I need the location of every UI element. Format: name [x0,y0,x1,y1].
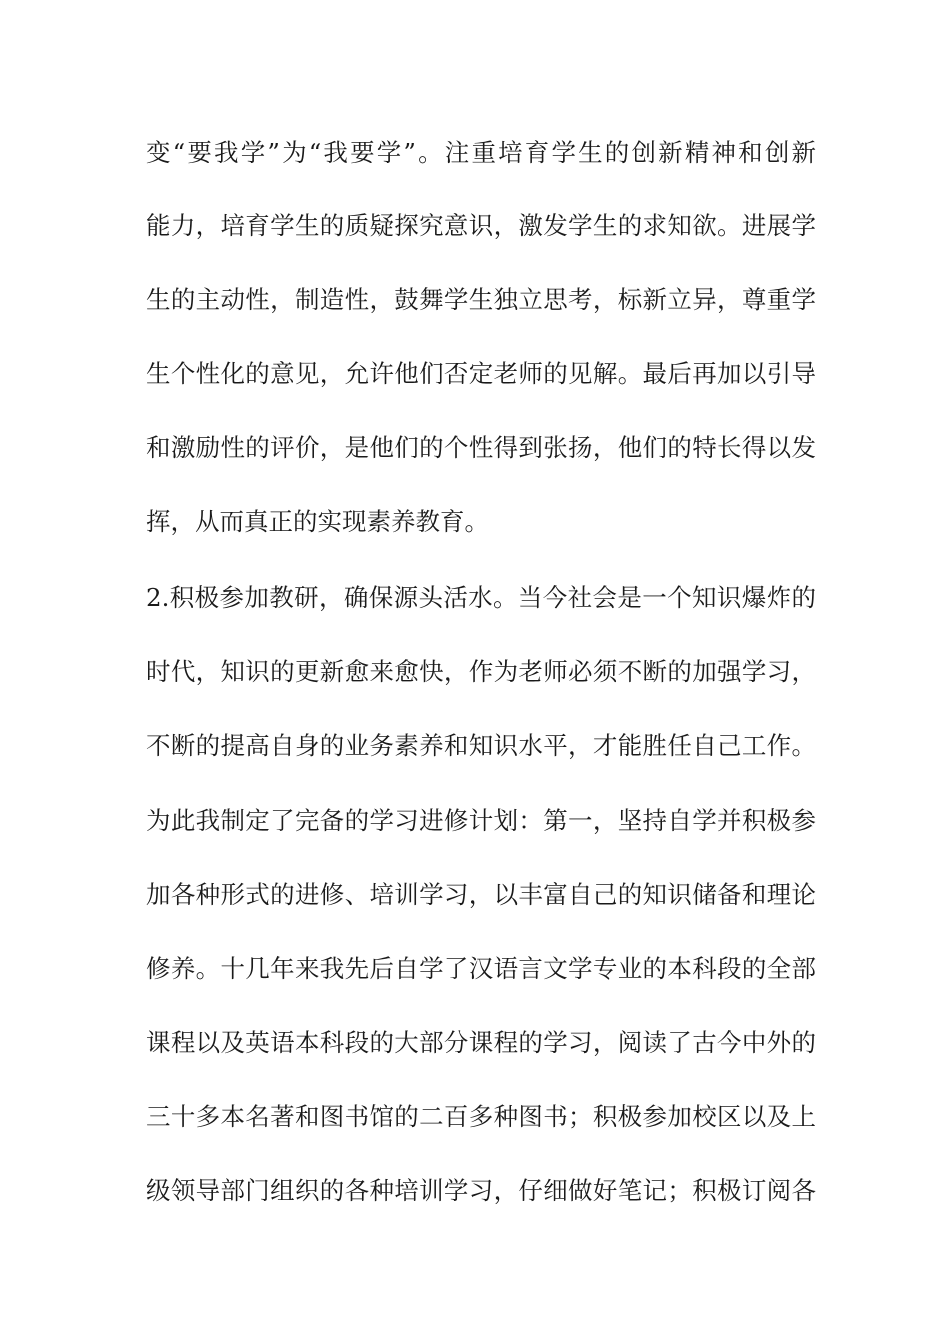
text-line: 变“要我学”为“我要学”。注重培育学生的创新精神和创新 [146,138,816,167]
text-line: 生个性化的意见，允许他们否定老师的见解。最后再加以引导 [146,359,816,388]
text-line: 2.积极参加教研，确保源头活水。当今社会是一个知识爆炸的 [146,583,816,612]
text-line: 加各种形式的进修、培训学习，以丰富自己的知识储备和理论 [146,880,816,909]
text-line: 不断的提高自身的业务素养和知识水平，才能胜任自己工作。 [146,731,816,760]
text-line: 时代，知识的更新愈来愈快，作为老师必须不断的加强学习， [146,657,816,686]
text-line: 修养。十几年来我先后自学了汉语言文学专业的本科段的全部 [146,954,816,983]
text-line: 挥，从而真正的实现素养教育。 [146,507,489,536]
text-line: 三十多本名著和图书馆的二百多种图书；积极参加校区以及上 [146,1102,816,1131]
text-line: 课程以及英语本科段的大部分课程的学习，阅读了古今中外的 [146,1028,816,1057]
text-line: 级领导部门组织的各种培训学习，仔细做好笔记；积极订阅各 [146,1176,816,1205]
text-line: 为此我制定了完备的学习进修计划：第一，坚持自学并积极参 [146,806,816,835]
text-line: 能力，培育学生的质疑探究意识，激发学生的求知欲。进展学 [146,211,816,240]
text-line: 和激励性的评价，是他们的个性得到张扬，他们的特长得以发 [146,433,816,462]
text-line: 生的主动性，制造性，鼓舞学生独立思考，标新立异，尊重学 [146,285,816,314]
